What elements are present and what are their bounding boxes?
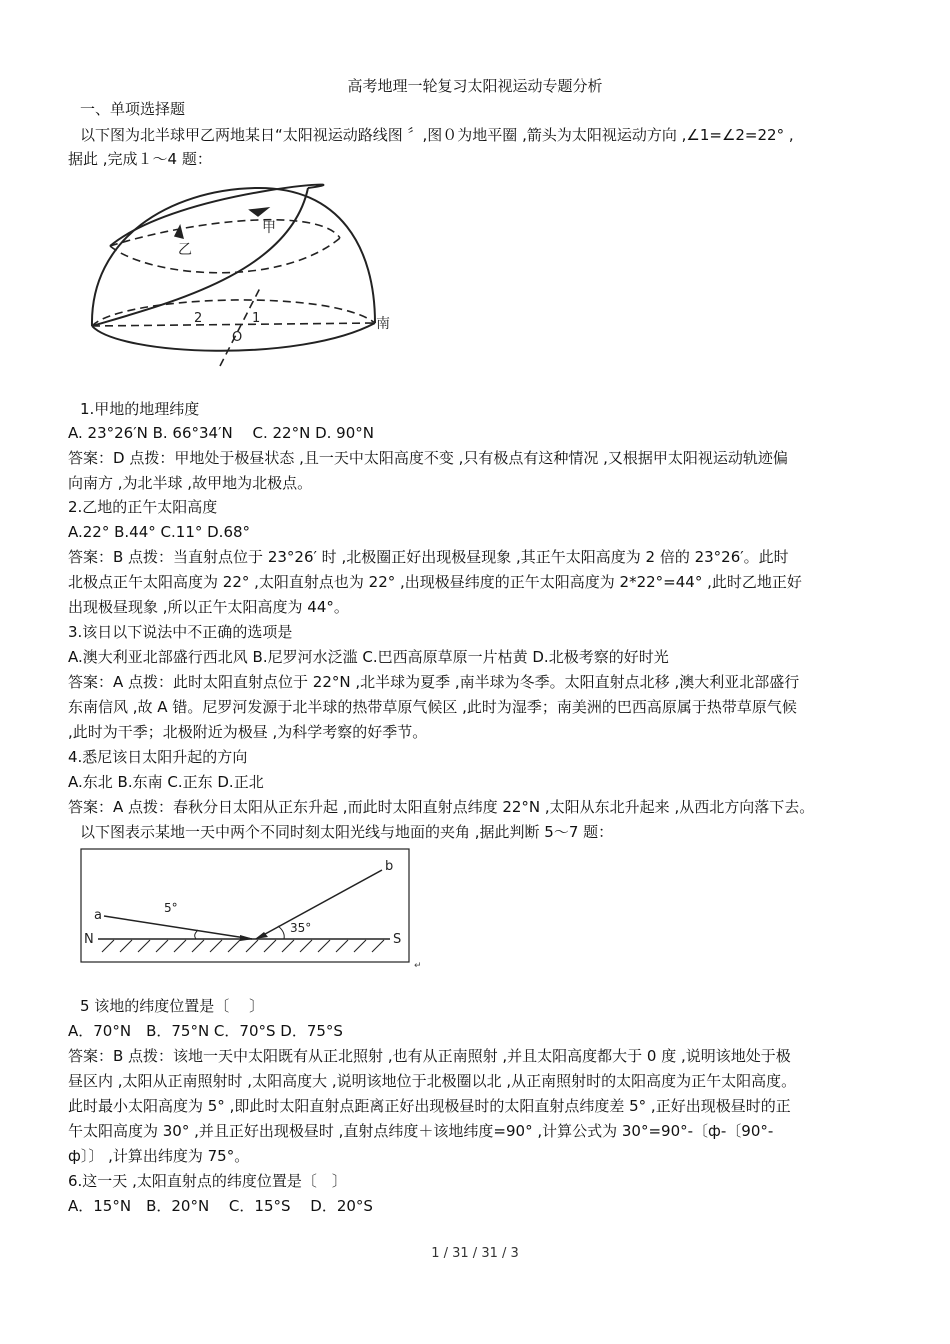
arrow-a-icon bbox=[240, 935, 254, 941]
q1-stem: 1.甲地的地理纬度 bbox=[80, 400, 200, 418]
ground-hatching bbox=[102, 940, 384, 952]
jia-back bbox=[110, 220, 340, 246]
q5-answer: 昼区内 ,太阳从正南照射时 ,太阳高度大 ,说明该地位于北极圈以北 ,从正南照射时的太阳高度为正午太阳高度。 bbox=[68, 1072, 797, 1090]
section-heading: 一、单项选择题 bbox=[80, 100, 186, 118]
label-a: a bbox=[94, 908, 102, 923]
q5-stem: 5 该地的纬度位置是〔 〕 bbox=[80, 997, 265, 1015]
q2-answer: 北极点正午太阳高度为 22° ,太阳直射点也为 22° ,出现极昼纬度的正午太阳高度为 2*22°=44° ,此时乙地正好 bbox=[68, 573, 802, 591]
jia-path bbox=[92, 188, 308, 326]
figure-frame bbox=[81, 849, 409, 962]
intro2-line: 以下图表示某地一天中两个不同时刻太阳光线与地面的夹角 ,据此判断 5～7 题： bbox=[80, 823, 614, 841]
label-jia: 甲 bbox=[262, 220, 276, 236]
label-south: 南 bbox=[376, 316, 390, 332]
sun-path-diagram bbox=[80, 178, 410, 368]
vertical-axis bbox=[220, 288, 260, 366]
document-title: 高考地理一轮复习太阳视运动专题分析 bbox=[347, 77, 603, 95]
label-angle-2: 2 bbox=[194, 311, 203, 326]
meridian-line bbox=[92, 323, 375, 326]
label-yi: 乙 bbox=[178, 242, 192, 258]
q3-answer: 答案：A 点拨：此时太阳直射点位于 22°N ,北半球为夏季 ,南半球为冬季。太阳直射点北移 ,澳大利亚北部盛行 bbox=[68, 673, 800, 691]
q2-options: A.22° B.44° C.11° D.68° bbox=[68, 523, 251, 541]
q3-options: A.澳大利亚北部盛行西北风 B.尼罗河水泛滥 C.巴西高原草原一片枯黄 D.北极考察的好时光 bbox=[68, 648, 669, 666]
paragraph-mark: ↵ bbox=[414, 961, 422, 971]
label-angle-35: 35° bbox=[290, 921, 312, 935]
arc-35 bbox=[278, 926, 284, 939]
arrow-yi-icon bbox=[175, 226, 183, 238]
q5-answer: 此时最小太阳高度为 5° ,即此时太阳直射点距离正好出现极昼时的太阳直射点纬度差 5° ,正好出现极昼时的正 bbox=[68, 1097, 791, 1115]
q2-answer: 答案：B 点拨：当直射点位于 23°26′ 时 ,北极圈正好出现极昼现象 ,其正午太阳高度为 2 倍的 23°26′。此时 bbox=[68, 548, 789, 566]
q2-stem: 2.乙地的正午太阳高度 bbox=[68, 498, 218, 516]
arrow-jia-icon bbox=[250, 208, 268, 216]
q4-options: A.东北 B.东南 C.正东 D.正北 bbox=[68, 773, 264, 791]
q1-answer: 答案：D 点拨：甲地处于极昼状态 ,且一天中太阳高度不变 ,只有极点有这种情况 ,又根据甲太阳视运动轨迹偏 bbox=[68, 449, 788, 467]
intro-line: 据此 ,完成１～4 题： bbox=[68, 150, 212, 168]
q5-answer: ф〕〕 ,计算出纬度为 75°。 bbox=[68, 1147, 250, 1165]
ray-b bbox=[256, 870, 382, 939]
label-origin: O bbox=[232, 330, 243, 345]
q3-stem: 3.该日以下说法中不正确的选项是 bbox=[68, 623, 293, 641]
dome-outline bbox=[92, 188, 375, 326]
q5-options: A．70°N B．75°N C．70°S D．75°S bbox=[68, 1022, 343, 1040]
label-angle-1: 1 bbox=[252, 311, 261, 326]
ray-a bbox=[104, 916, 252, 939]
q4-stem: 4.悉尼该日太阳升起的方向 bbox=[68, 748, 248, 766]
q2-answer: 出现极昼现象 ,所以正午太阳高度为 44°。 bbox=[68, 598, 349, 616]
q5-answer: 答案：B 点拨：该地一天中太阳既有从正北照射 ,也有从正南照射 ,并且太阳高度都大于 0 度 ,说明该地处于极 bbox=[68, 1047, 791, 1065]
q3-answer: 东南信风 ,故 A 错。尼罗河发源于北半球的热带草原气候区 ,此时为湿季；南美洲的巴西高原属于热带草原气候 bbox=[68, 698, 797, 716]
intro-line: 以下图为北半球甲乙两地某日“太阳视运动路线图 〞,图０为地平圈 ,箭头为太阳视运动方向 ,∠1=∠2=22° , bbox=[80, 126, 794, 144]
q4-answer: 答案：A 点拨：春秋分日太阳从正东升起 ,而此时太阳直射点纬度 22°N ,太阳从东北升起来 ,从西北方向落下去。 bbox=[68, 798, 815, 816]
label-angle-5: 5° bbox=[164, 901, 178, 915]
q3-answer: ,此时为干季；北极附近为极昼 ,为科学考察的好季节。 bbox=[68, 723, 428, 741]
sun-angle-diagram bbox=[80, 848, 425, 973]
yi-path-back bbox=[110, 238, 340, 273]
q6-stem: 6.这一天 ,太阳直射点的纬度位置是〔 〕 bbox=[68, 1172, 347, 1190]
q1-options: A. 23°26′N B. 66°34′N C. 22°N D. 90°N bbox=[68, 424, 374, 442]
q6-options: A．15°N B．20°N C．15°S D．20°S bbox=[68, 1197, 373, 1215]
q1-answer: 向南方 ,为北半球 ,故甲地为北极点。 bbox=[68, 474, 313, 492]
label-b: b bbox=[385, 859, 394, 874]
label-north: N bbox=[84, 932, 94, 947]
page-number: 1 / 31 / 31 / 3 bbox=[431, 1246, 519, 1261]
label-south-s: S bbox=[393, 932, 402, 947]
arc-5 bbox=[195, 930, 198, 939]
q5-answer: 午太阳高度为 30° ,并且正好出现极昼时 ,直射点纬度＋该地纬度=90° ,计算公式为 30°=90°-〔ф-〔90°- bbox=[68, 1122, 774, 1140]
